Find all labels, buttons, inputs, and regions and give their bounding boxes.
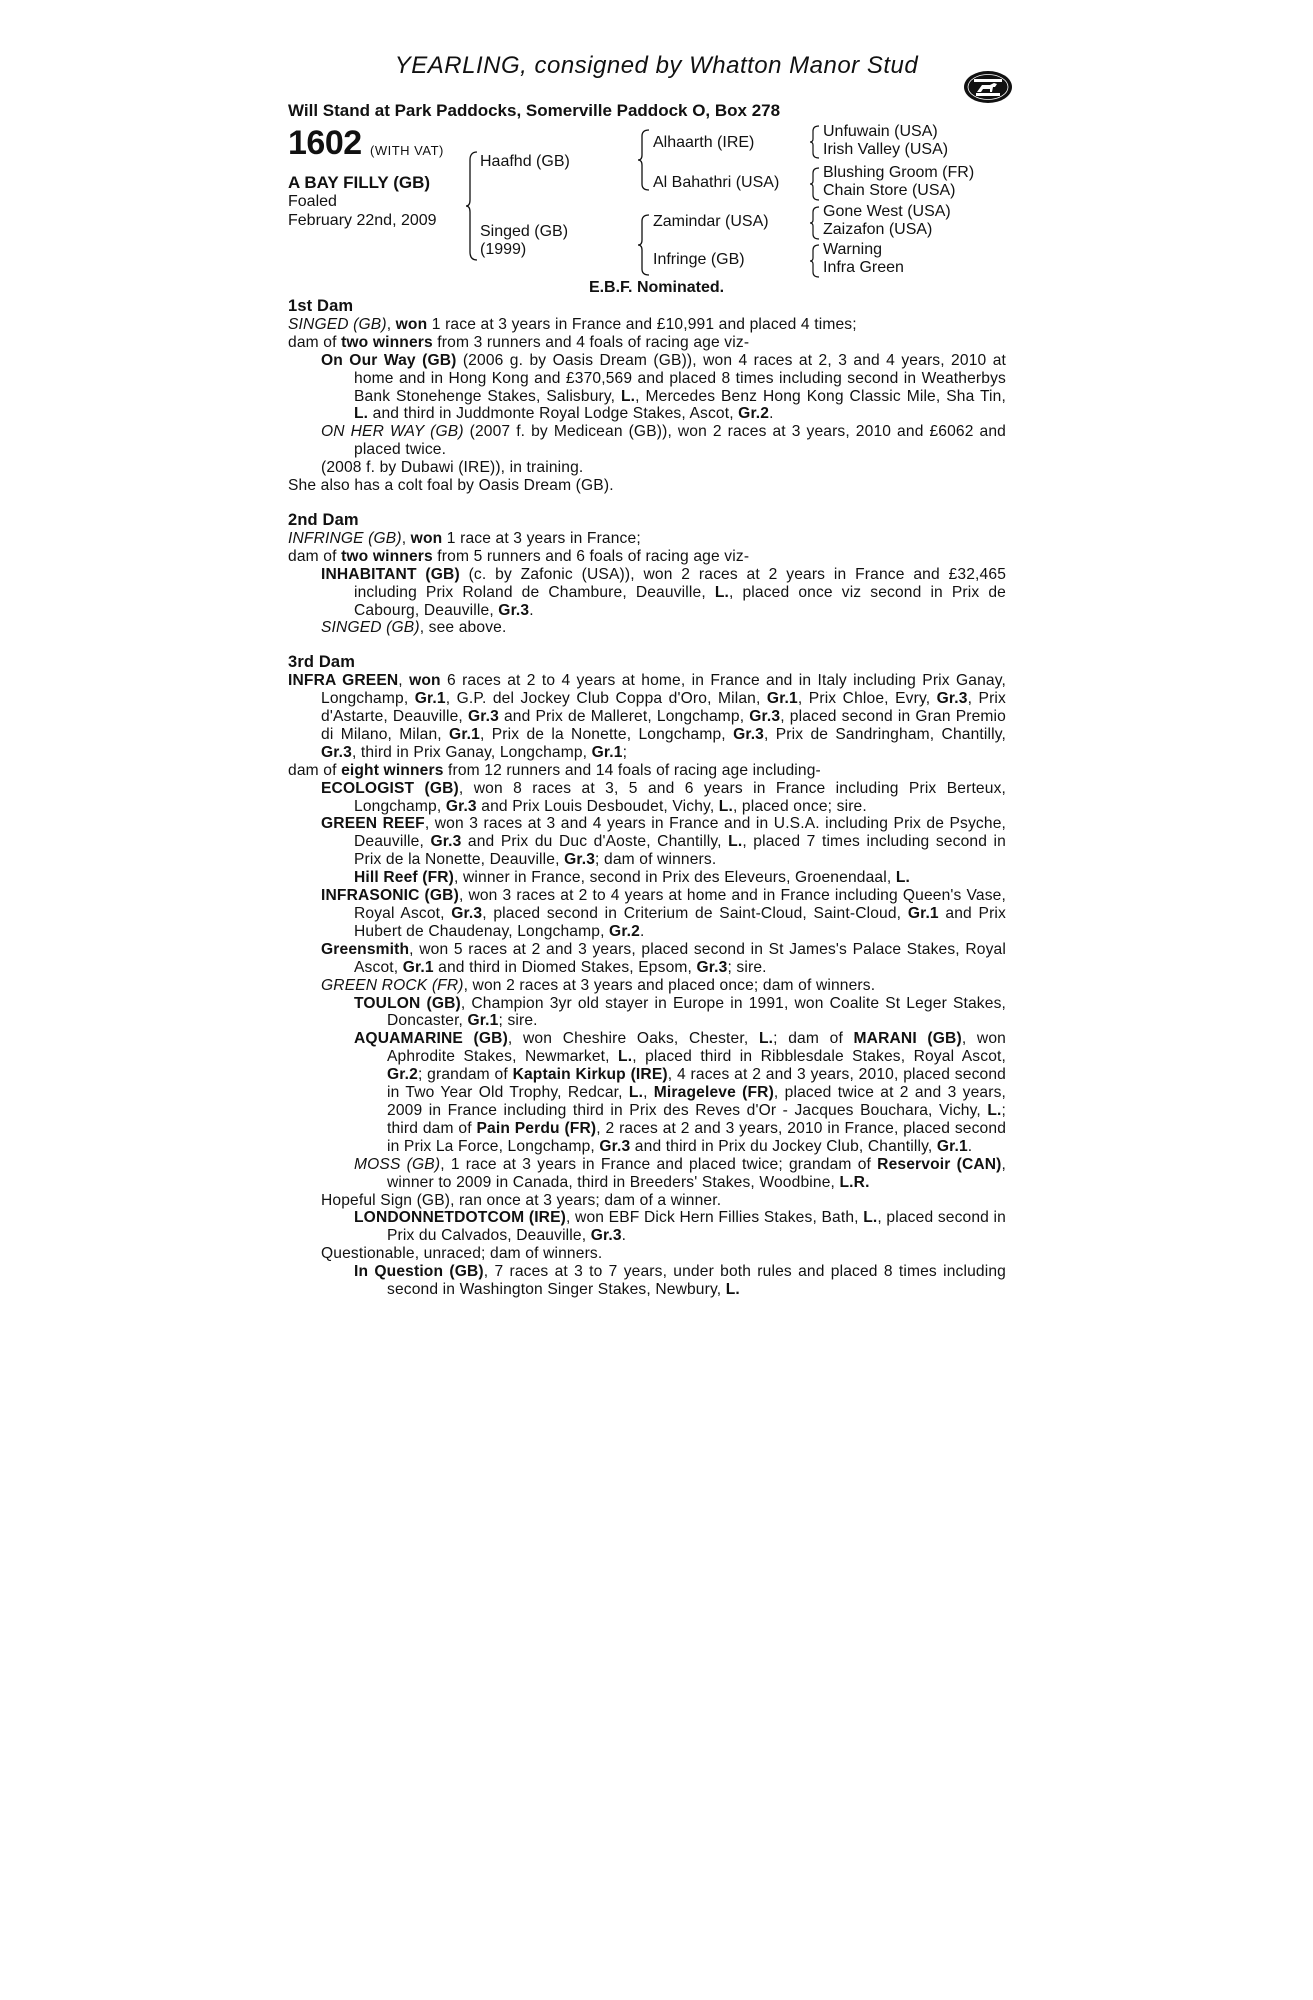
foaled-label: Foaled xyxy=(288,193,337,210)
pedigree-g8: Infra Green xyxy=(823,259,904,276)
lot-number: 1602 xyxy=(288,124,362,162)
pedigree-g2: Irish Valley (USA) xyxy=(823,141,949,158)
third-dam-summary: INFRA GREEN, won 6 races at 2 to 4 years at home, in France and in Italy including Prix Ganay, Longchamp, Gr.1, G.P. del Jockey Club Coppa d'Oro, Milan, Gr.1, Prix Chloe, Evry, Gr.3, Prix d'Astarte, Deauville, Gr.3 and Prix de Malleret, Longchamp, Gr.3, placed second in Gran Premio di Milano, Milan, Gr.1, Prix de la Nonette, Longchamp, Gr.3, Prix de Sandringham, Chantilly, Gr.3, third in Prix Ganay, Longchamp, Gr.1; xyxy=(288,672,1007,761)
third-dam-produce-line: dam of eight winners from 12 runners and 14 foals of racing age including- xyxy=(288,761,821,779)
pedigree-g1: Unfuwain (USA) xyxy=(823,123,938,140)
produce-entry: ON HER WAY (GB) (2007 f. by Medicean (GB)), won 2 races at 3 years, 2010 and £6062 and placed twice. xyxy=(321,423,1006,459)
produce-entry: Hill Reef (FR), winner in France, second in Prix des Eleveurs, Groenendaal, L. xyxy=(354,869,910,887)
produce-entry: Hopeful Sign (GB), ran once at 3 years; dam of a winner. xyxy=(321,1191,722,1209)
produce-entry: ECOLOGIST (GB), won 8 races at 3, 5 and 6 years in France including Prix Berteux, Longchamp, Gr.3 and Prix Louis Desboudet, Vichy, L., placed once; sire. xyxy=(321,779,1006,815)
pedigree-sire: Haafhd (GB) xyxy=(480,153,570,170)
pedigree-brace-dam xyxy=(637,213,651,277)
second-dam-produce-line: dam of two winners from 5 runners and 6 foals of racing age viz- xyxy=(288,547,750,565)
pedigree-dam-year: (1999) xyxy=(480,241,527,258)
produce-entry: Greensmith, won 5 races at 2 and 3 years, placed second in St James's Palace Stakes, Royal Ascot, Gr.1 and third in Diomed Stakes, Epsom, Gr.3; sire. xyxy=(321,940,1006,976)
second-dam-summary: INFRINGE (GB), won 1 race at 3 years in France; xyxy=(288,529,641,547)
produce-entry: GREEN REEF, won 3 races at 3 and 4 years in France and in U.S.A. including Prix de Psyche, Deauville, Gr.3 and Prix du Duc d'Aoste, Chantilly, L., placed 7 times including second in Prix de la Nonette, Deauville, Gr.3; dam of winners. xyxy=(321,815,1007,869)
pedigree-g5: Gone West (USA) xyxy=(823,203,951,220)
produce-entry: INFRASONIC (GB), won 3 races at 2 to 4 years at home and in France including Queen's Vase, Royal Ascot, Gr.3, placed second in Criterium de Saint-Cloud, Saint-Cloud, Gr.1 and Prix Hubert de Chaudenay, Longchamp, Gr.2. xyxy=(321,887,1006,940)
first-dam-heading: 1st Dam xyxy=(288,297,354,315)
pedigree-dam-sire: Zamindar (USA) xyxy=(653,213,769,230)
produce-record xyxy=(288,298,1006,1299)
pedigree-dam-dam: Infringe (GB) xyxy=(653,251,745,268)
pedigree-g4: Chain Store (USA) xyxy=(823,182,956,199)
first-dam-summary: SINGED (GB), won 1 race at 3 years in France and £10,991 and placed 4 times; xyxy=(288,315,857,333)
pedigree-brace-sire xyxy=(637,128,651,192)
pedigree-g6: Zaizafon (USA) xyxy=(823,221,933,238)
horse-description: A BAY FILLY (GB) xyxy=(288,173,431,192)
pedigree-sire-sire: Alhaarth (IRE) xyxy=(653,134,755,151)
produce-entry: LONDONNETDOTCOM (IRE), won EBF Dick Hern Fillies Stakes, Bath, L., placed second in Prix du Calvados, Deauville, Gr.3. xyxy=(354,1209,1006,1245)
foaled-date: February 22nd, 2009 xyxy=(288,212,437,229)
produce-entry: MOSS (GB), 1 race at 3 years in France and placed twice; grandam of Reservoir (CAN), winner to 2009 in Canada, third in Breeders' Stakes, Woodbine, L.R. xyxy=(354,1155,1006,1191)
produce-entry: AQUAMARINE (GB), won Cheshire Oaks, Chester, L.; dam of MARANI (GB), won Aphrodite Stakes, Newmarket, L., placed third in Ribblesdale Stakes, Royal Ascot, Gr.2; grandam of Kaptain Kirkup (IRE), 4 races at 2 and 3 years, 2010, placed second in Two Year Old Trophy, Redcar, L., Mirageleve (FR), placed twice at 2 and 3 years, 2009 in France including third in Prix des Reves d'Or - Jacques Bouchara, Vichy, L.; third dam of Pain Perdu (FR), 2 races at 2 and 3 years, 2010 in France, placed second in Prix La Force, Longchamp, Gr.3 and third in Prix du Jockey Club, Chantilly, Gr.1. xyxy=(354,1030,1007,1155)
pedigree-brace-g3 xyxy=(809,205,821,241)
stud-logo-icon xyxy=(963,70,1013,104)
pedigree-sire-dam: Al Bahathri (USA) xyxy=(653,174,780,191)
foaled-info xyxy=(288,192,437,230)
pedigree-dam: Singed (GB) xyxy=(480,223,569,240)
pedigree-brace-g2 xyxy=(809,166,821,202)
pedigree-brace-g4 xyxy=(809,243,821,279)
produce-entry: INHABITANT (GB) (c. by Zafonic (USA)), won 2 races at 2 years in France and £32,465 including Prix Roland de Chambure, Deauville, L., placed once viz second in Prix de Cabourg, Deauville, Gr.3. xyxy=(321,565,1007,619)
produce-entry: TOULON (GB), Champion 3yr old stayer in Europe in 1991, won Coalite St Leger Stakes, Doncaster, Gr.1; sire. xyxy=(354,994,1007,1030)
pedigree-brace-g1 xyxy=(809,124,821,160)
produce-entry: On Our Way (GB) (2006 g. by Oasis Dream (GB)), won 4 races at 2, 3 and 4 years, 2010 at home and in Hong Kong and £370,569 and placed 8 times including second in Weatherbys Bank Stonehenge Stakes, Salisbury, L., Mercedes Benz Hong Kong Classic Mile, Sha Tin, L. and third in Juddmonte Royal Lodge Stakes, Ascot, Gr.2. xyxy=(321,351,1007,423)
pedigree-brace-main xyxy=(465,150,479,262)
produce-entry: In Question (GB), 7 races at 3 to 7 years, under both rules and placed 8 times including second in Washington Singer Stakes, Newbury, L. xyxy=(354,1263,1006,1299)
produce-entry: Questionable, unraced; dam of winners. xyxy=(321,1245,603,1263)
ebf-nomination: E.B.F. Nominated. xyxy=(588,279,725,296)
page-title: YEARLING, consigned by Whatton Manor Stud xyxy=(394,52,919,79)
produce-note: She also has a colt foal by Oasis Dream (GB). xyxy=(288,477,614,495)
second-dam-heading: 2nd Dam xyxy=(288,510,359,529)
first-dam-produce-line: dam of two winners from 3 runners and 4 foals of racing age viz- xyxy=(288,333,750,351)
stand-location: Will Stand at Park Paddocks, Somerville Paddock O, Box 278 xyxy=(288,101,781,120)
produce-entry: SINGED (GB), see above. xyxy=(321,619,507,637)
pedigree-g7: Warning xyxy=(823,241,882,258)
produce-entry: (2008 f. by Dubawi (IRE)), in training. xyxy=(321,459,584,477)
vat-note: (WITH VAT) xyxy=(370,143,444,158)
pedigree-g3: Blushing Groom (FR) xyxy=(823,164,975,181)
produce-entry: GREEN ROCK (FR), won 2 races at 3 years and placed once; dam of winners. xyxy=(321,976,876,994)
third-dam-heading: 3rd Dam xyxy=(288,653,356,672)
